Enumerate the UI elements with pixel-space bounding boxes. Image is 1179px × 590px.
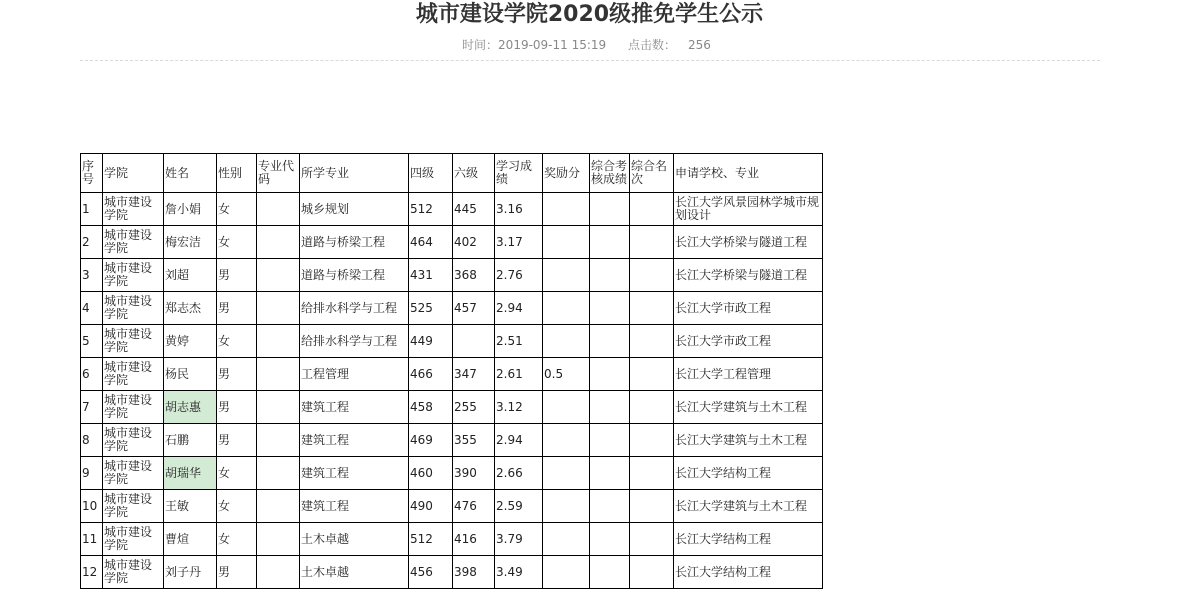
cell-bonus bbox=[543, 259, 590, 292]
cell-applied-program: 长江大学市政工程 bbox=[674, 292, 823, 325]
header-gender: 性别 bbox=[217, 154, 257, 193]
cell-gpa: 2.76 bbox=[495, 259, 543, 292]
cell-overall-score bbox=[590, 424, 630, 457]
cell-index: 1 bbox=[81, 193, 103, 226]
cell-overall-score bbox=[590, 226, 630, 259]
cell-overall-score bbox=[590, 259, 630, 292]
cell-overall-score bbox=[590, 556, 630, 589]
table-row bbox=[81, 424, 823, 457]
cell-gender: 女 bbox=[217, 325, 257, 358]
cell-major-code bbox=[257, 424, 300, 457]
cell-college: 城市建设学院 bbox=[103, 457, 164, 490]
cell-cet4: 460 bbox=[409, 457, 453, 490]
cell-bonus bbox=[543, 226, 590, 259]
cell-major: 土木卓越 bbox=[300, 556, 409, 589]
cell-applied-program: 长江大学结构工程 bbox=[674, 457, 823, 490]
header-bonus: 奖励分 bbox=[543, 154, 590, 193]
table-row bbox=[81, 391, 823, 424]
cell-applied-program: 长江大学建筑与土木工程 bbox=[674, 391, 823, 424]
cell-overall-rank bbox=[630, 325, 674, 358]
cell-overall-score bbox=[590, 457, 630, 490]
cell-name: 胡志惠 bbox=[164, 391, 217, 424]
cell-gender: 女 bbox=[217, 457, 257, 490]
cell-index: 11 bbox=[81, 523, 103, 556]
cell-gender: 男 bbox=[217, 358, 257, 391]
cell-applied-program: 长江大学工程管理 bbox=[674, 358, 823, 391]
cell-index: 6 bbox=[81, 358, 103, 391]
cell-cet4: 449 bbox=[409, 325, 453, 358]
cell-major-code bbox=[257, 358, 300, 391]
cell-gpa: 2.51 bbox=[495, 325, 543, 358]
cell-major-code bbox=[257, 325, 300, 358]
header-cet6: 六级 bbox=[453, 154, 495, 193]
cell-index: 2 bbox=[81, 226, 103, 259]
article-meta bbox=[0, 37, 1179, 53]
cell-major-code bbox=[257, 391, 300, 424]
cell-cet4: 456 bbox=[409, 556, 453, 589]
cell-college: 城市建设学院 bbox=[103, 490, 164, 523]
cell-cet6: 445 bbox=[453, 193, 495, 226]
publish-time: 时间：2019-09-11 15:19 bbox=[462, 38, 607, 52]
cell-major: 工程管理 bbox=[300, 358, 409, 391]
table-row bbox=[81, 193, 823, 226]
cell-college: 城市建设学院 bbox=[103, 226, 164, 259]
cell-index: 5 bbox=[81, 325, 103, 358]
cell-overall-score bbox=[590, 358, 630, 391]
cell-overall-rank bbox=[630, 226, 674, 259]
table-row bbox=[81, 358, 823, 391]
table-row bbox=[81, 523, 823, 556]
cell-gender: 男 bbox=[217, 391, 257, 424]
cell-gpa: 2.59 bbox=[495, 490, 543, 523]
cell-major: 城乡规划 bbox=[300, 193, 409, 226]
cell-name: 杨民 bbox=[164, 358, 217, 391]
table-row bbox=[81, 325, 823, 358]
cell-index: 3 bbox=[81, 259, 103, 292]
cell-major-code bbox=[257, 556, 300, 589]
header-cet4: 四级 bbox=[409, 154, 453, 193]
table-row bbox=[81, 457, 823, 490]
click-count-label: 点击数： bbox=[628, 38, 677, 52]
cell-bonus bbox=[543, 424, 590, 457]
cell-major-code bbox=[257, 226, 300, 259]
cell-overall-rank bbox=[630, 358, 674, 391]
cell-college: 城市建设学院 bbox=[103, 523, 164, 556]
cell-college: 城市建设学院 bbox=[103, 193, 164, 226]
cell-overall-score bbox=[590, 490, 630, 523]
cell-major-code bbox=[257, 292, 300, 325]
header-gpa: 学习成绩 bbox=[495, 154, 543, 193]
cell-gpa: 2.94 bbox=[495, 424, 543, 457]
cell-gpa: 3.17 bbox=[495, 226, 543, 259]
cell-overall-rank bbox=[630, 490, 674, 523]
cell-bonus bbox=[543, 523, 590, 556]
header-college: 学院 bbox=[103, 154, 164, 193]
cell-index: 10 bbox=[81, 490, 103, 523]
cell-overall-rank bbox=[630, 391, 674, 424]
cell-bonus bbox=[543, 193, 590, 226]
cell-gpa: 3.49 bbox=[495, 556, 543, 589]
cell-cet4: 512 bbox=[409, 523, 453, 556]
table-row bbox=[81, 292, 823, 325]
cell-overall-score bbox=[590, 325, 630, 358]
cell-name: 刘超 bbox=[164, 259, 217, 292]
cell-applied-program: 长江大学建筑与土木工程 bbox=[674, 490, 823, 523]
cell-name: 詹小娟 bbox=[164, 193, 217, 226]
header-overall-rank: 综合名次 bbox=[630, 154, 674, 193]
cell-bonus bbox=[543, 457, 590, 490]
cell-cet6: 390 bbox=[453, 457, 495, 490]
cell-name: 刘子丹 bbox=[164, 556, 217, 589]
header-index: 序号 bbox=[81, 154, 103, 193]
cell-name: 王敏 bbox=[164, 490, 217, 523]
cell-college: 城市建设学院 bbox=[103, 292, 164, 325]
cell-overall-rank bbox=[630, 292, 674, 325]
cell-major: 土木卓越 bbox=[300, 523, 409, 556]
cell-college: 城市建设学院 bbox=[103, 556, 164, 589]
cell-gpa: 2.94 bbox=[495, 292, 543, 325]
header-applied-program: 申请学校、专业 bbox=[674, 154, 823, 193]
cell-cet6 bbox=[453, 325, 495, 358]
cell-index: 12 bbox=[81, 556, 103, 589]
cell-cet4: 512 bbox=[409, 193, 453, 226]
cell-overall-score bbox=[590, 391, 630, 424]
title-divider bbox=[80, 60, 1100, 61]
cell-cet4: 431 bbox=[409, 259, 453, 292]
cell-gpa: 3.16 bbox=[495, 193, 543, 226]
cell-applied-program: 长江大学建筑与土木工程 bbox=[674, 424, 823, 457]
header-name: 姓名 bbox=[164, 154, 217, 193]
cell-overall-rank bbox=[630, 259, 674, 292]
cell-index: 4 bbox=[81, 292, 103, 325]
cell-major: 建筑工程 bbox=[300, 490, 409, 523]
cell-gender: 女 bbox=[217, 523, 257, 556]
cell-index: 9 bbox=[81, 457, 103, 490]
cell-name: 曹煊 bbox=[164, 523, 217, 556]
cell-gender: 男 bbox=[217, 259, 257, 292]
cell-gpa: 2.61 bbox=[495, 358, 543, 391]
click-count-value: 256 bbox=[688, 38, 711, 52]
table-header-row bbox=[81, 154, 823, 193]
cell-applied-program: 长江大学结构工程 bbox=[674, 523, 823, 556]
cell-major-code bbox=[257, 523, 300, 556]
cell-cet6: 457 bbox=[453, 292, 495, 325]
cell-major: 道路与桥梁工程 bbox=[300, 259, 409, 292]
cell-applied-program: 长江大学结构工程 bbox=[674, 556, 823, 589]
cell-bonus bbox=[543, 490, 590, 523]
cell-major: 建筑工程 bbox=[300, 457, 409, 490]
cell-overall-rank bbox=[630, 556, 674, 589]
cell-gender: 男 bbox=[217, 556, 257, 589]
cell-name: 胡瑞华 bbox=[164, 457, 217, 490]
cell-cet6: 368 bbox=[453, 259, 495, 292]
table-row bbox=[81, 259, 823, 292]
cell-gpa: 3.79 bbox=[495, 523, 543, 556]
cell-applied-program: 长江大学市政工程 bbox=[674, 325, 823, 358]
cell-overall-score bbox=[590, 523, 630, 556]
cell-gender: 男 bbox=[217, 424, 257, 457]
cell-cet6: 476 bbox=[453, 490, 495, 523]
cell-cet6: 255 bbox=[453, 391, 495, 424]
table-row bbox=[81, 226, 823, 259]
cell-college: 城市建设学院 bbox=[103, 325, 164, 358]
cell-name: 郑志杰 bbox=[164, 292, 217, 325]
cell-cet6: 347 bbox=[453, 358, 495, 391]
cell-gender: 女 bbox=[217, 226, 257, 259]
page-title: 城市建设学院2020级推免学生公示 bbox=[415, 2, 764, 27]
cell-overall-score bbox=[590, 292, 630, 325]
cell-cet4: 464 bbox=[409, 226, 453, 259]
click-count bbox=[622, 38, 717, 52]
cell-cet4: 458 bbox=[409, 391, 453, 424]
cell-applied-program: 长江大学桥梁与隧道工程 bbox=[674, 226, 823, 259]
header-overall-score: 综合考核成绩 bbox=[590, 154, 630, 193]
cell-name: 黄婷 bbox=[164, 325, 217, 358]
cell-cet4: 466 bbox=[409, 358, 453, 391]
cell-major-code bbox=[257, 457, 300, 490]
header-major: 所学专业 bbox=[300, 154, 409, 193]
cell-college: 城市建设学院 bbox=[103, 358, 164, 391]
cell-college: 城市建设学院 bbox=[103, 391, 164, 424]
cell-cet4: 490 bbox=[409, 490, 453, 523]
cell-cet6: 398 bbox=[453, 556, 495, 589]
cell-bonus bbox=[543, 292, 590, 325]
cell-major-code bbox=[257, 490, 300, 523]
cell-major: 给排水科学与工程 bbox=[300, 292, 409, 325]
cell-name: 石鹏 bbox=[164, 424, 217, 457]
cell-overall-rank bbox=[630, 424, 674, 457]
cell-gpa: 3.12 bbox=[495, 391, 543, 424]
cell-college: 城市建设学院 bbox=[103, 424, 164, 457]
cell-bonus: 0.5 bbox=[543, 358, 590, 391]
table-row bbox=[81, 556, 823, 589]
table-row bbox=[81, 490, 823, 523]
cell-applied-program: 长江大学风景园林学城市规划设计 bbox=[674, 193, 823, 226]
cell-overall-rank bbox=[630, 457, 674, 490]
cell-college: 城市建设学院 bbox=[103, 259, 164, 292]
cell-major: 建筑工程 bbox=[300, 391, 409, 424]
recommendation-table bbox=[80, 153, 823, 589]
cell-major-code bbox=[257, 259, 300, 292]
cell-bonus bbox=[543, 325, 590, 358]
cell-gender: 女 bbox=[217, 490, 257, 523]
cell-overall-rank bbox=[630, 193, 674, 226]
cell-overall-rank bbox=[630, 523, 674, 556]
header-major-code: 专业代码 bbox=[257, 154, 300, 193]
cell-cet4: 525 bbox=[409, 292, 453, 325]
cell-major-code bbox=[257, 193, 300, 226]
cell-cet6: 416 bbox=[453, 523, 495, 556]
cell-index: 7 bbox=[81, 391, 103, 424]
cell-major: 建筑工程 bbox=[300, 424, 409, 457]
cell-gender: 男 bbox=[217, 292, 257, 325]
cell-cet6: 355 bbox=[453, 424, 495, 457]
cell-major: 给排水科学与工程 bbox=[300, 325, 409, 358]
cell-gpa: 2.66 bbox=[495, 457, 543, 490]
cell-bonus bbox=[543, 391, 590, 424]
cell-index: 8 bbox=[81, 424, 103, 457]
cell-cet4: 469 bbox=[409, 424, 453, 457]
cell-overall-score bbox=[590, 193, 630, 226]
cell-bonus bbox=[543, 556, 590, 589]
cell-cet6: 402 bbox=[453, 226, 495, 259]
cell-applied-program: 长江大学桥梁与隧道工程 bbox=[674, 259, 823, 292]
cell-major: 道路与桥梁工程 bbox=[300, 226, 409, 259]
cell-name: 梅宏洁 bbox=[164, 226, 217, 259]
cell-gender: 女 bbox=[217, 193, 257, 226]
